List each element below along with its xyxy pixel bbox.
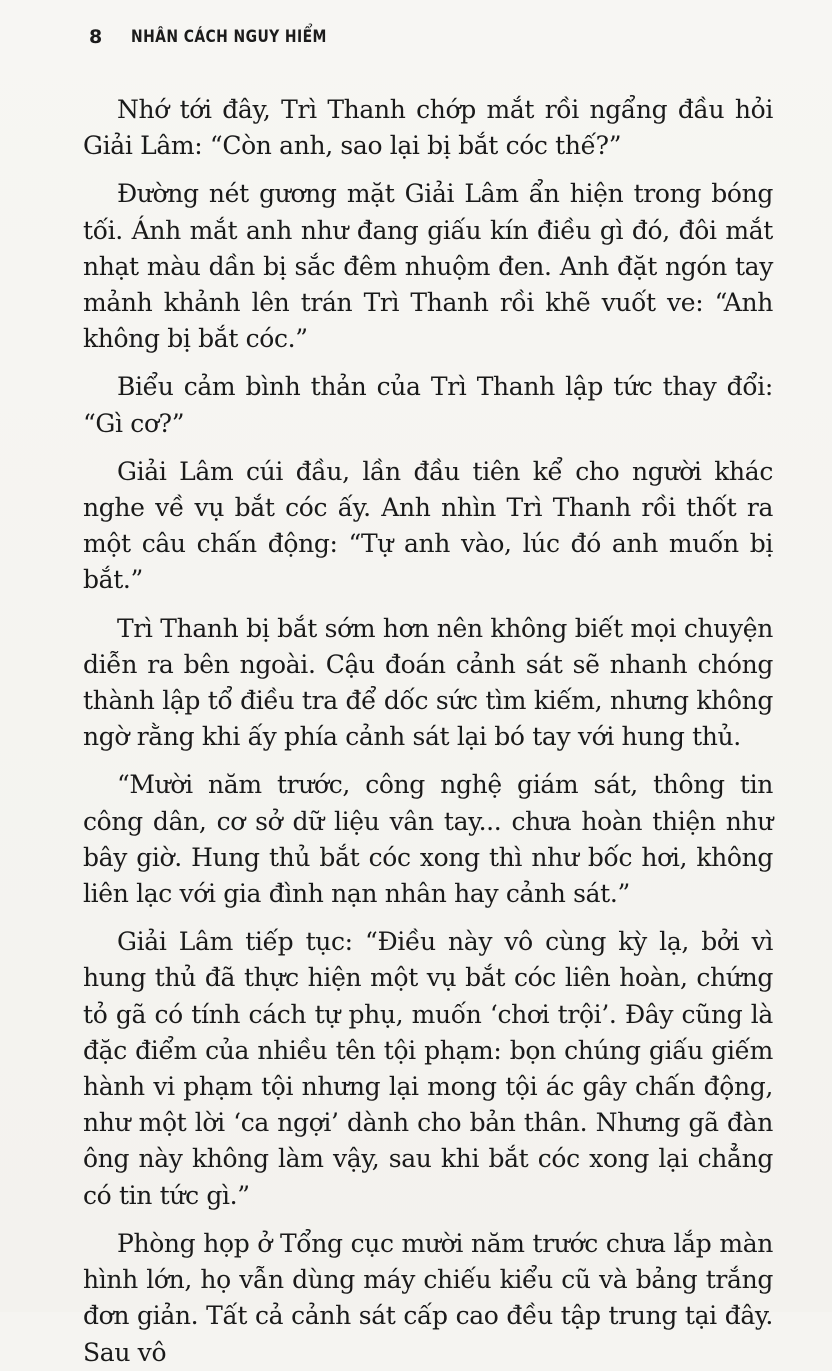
book-title: NHÂN CÁCH NGUY HIỂM: [131, 27, 327, 47]
running-header: [89, 22, 370, 52]
paragraph: Biểu cảm bình thản của Trì Thanh lập tức thay đổi: “Gì cơ?”: [83, 372, 773, 438]
paragraph: “Mười năm trước, công nghệ giám sát, thông tin công dân, cơ sở dữ liệu vân tay... chưa hoàn thiện như bây giờ. Hung thủ bắt cóc xong thì như bốc hơi, không liên lạc với gia đình nạn nhân hay cảnh sát.”: [83, 770, 773, 909]
page-number: 8: [89, 26, 103, 48]
body-text: [83, 92, 773, 1371]
paragraph: Giải Lâm tiếp tục: “Điều này vô cùng kỳ lạ, bởi vì hung thủ đã thực hiện một vụ bắt cóc liên hoàn, chứng tỏ gã có tính cách tự phụ, muốn ‘chơi trội’. Đây cũng là đặc điểm của nhiều tên tội phạm: bọn chúng giấu giếm hành vi phạm tội nhưng lại mong tội ác gây chấn động, như một lời ‘ca ngợi’ dành cho bản thân. Nhưng gã đàn ông này không làm vậy, sau khi bắt cóc xong lại chẳng có tin tức gì.”: [83, 927, 773, 1210]
paragraph: Đường nét gương mặt Giải Lâm ẩn hiện trong bóng tối. Ánh mắt anh như đang giấu kín điều gì đó, đôi mắt nhạt màu dần bị sắc đêm nhuộm đen. Anh đặt ngón tay mảnh khảnh lên trán Trì Thanh rồi khẽ vuốt ve: “Anh không bị bắt cóc.”: [83, 179, 773, 354]
paragraph: Phòng họp ở Tổng cục mười năm trước chưa lắp màn hình lớn, họ vẫn dùng máy chiếu kiểu cũ và bảng trắng đơn giản. Tất cả cảnh sát cấp cao đều tập trung tại đây. Sau vô: [83, 1228, 773, 1367]
paragraph: Giải Lâm cúi đầu, lần đầu tiên kể cho người khác nghe về vụ bắt cóc ấy. Anh nhìn Trì Thanh rồi thốt ra một câu chấn động: “Tự anh vào, lúc đó anh muốn bị bắt.”: [83, 456, 773, 595]
paragraph: Trì Thanh bị bắt sớm hơn nên không biết mọi chuyện diễn ra bên ngoài. Cậu đoán cảnh sát sẽ nhanh chóng thành lập tổ điều tra để dốc sức tìm kiếm, nhưng không ngờ rằng khi ấy phía cảnh sát lại bó tay với hung thủ.: [83, 613, 773, 752]
paragraph: Nhớ tới đây, Trì Thanh chớp mắt rồi ngẩng đầu hỏi Giải Lâm: “Còn anh, sao lại bị bắt cóc thế?”: [83, 95, 773, 161]
